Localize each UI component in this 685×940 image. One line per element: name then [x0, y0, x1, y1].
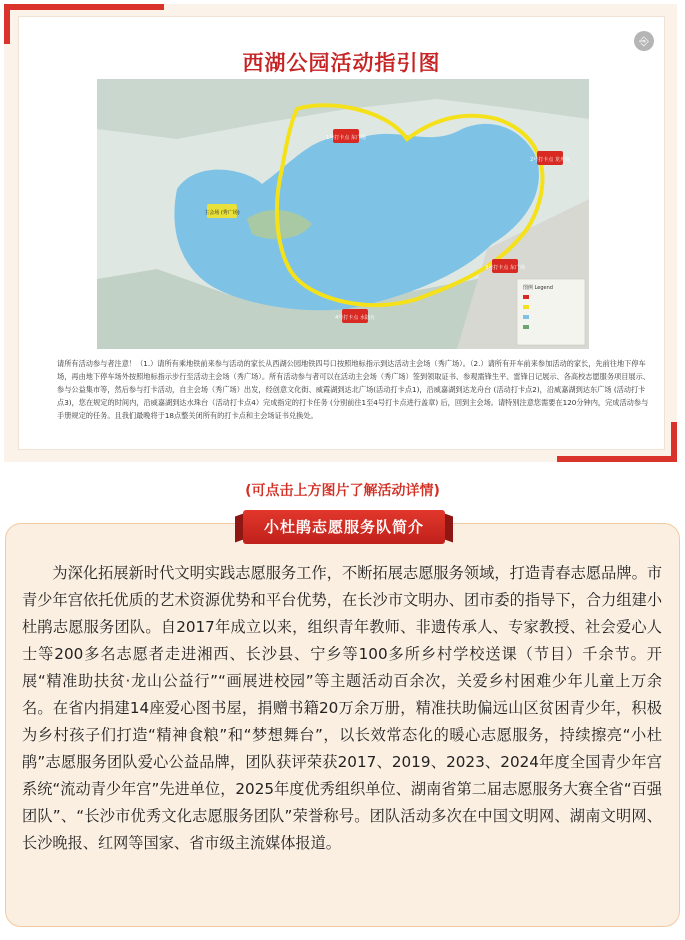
poster-title: 西湖公园活动指引图: [242, 51, 441, 75]
intro-heading-tab: [235, 510, 453, 546]
checkpoint-1-label: 1号打卡点 东广场: [326, 135, 366, 141]
share-icon[interactable]: ⎆: [634, 31, 654, 51]
poster-card[interactable]: [18, 16, 665, 450]
main-venue-label: 主会场 (秀广场): [204, 210, 240, 216]
poster-corner-decoration: [557, 456, 677, 462]
poster-corner-decoration: [4, 4, 164, 10]
intro-heading: 小杜鹃志愿服务队简介: [243, 510, 445, 544]
activity-poster[interactable]: [4, 4, 677, 462]
intro-text: 为深化拓展新时代文明实践志愿服务工作，不断拓展志愿服务领域，打造青春志愿品牌。市青少年宫依托优质的艺术资源优势和平台优势，在长沙市文明办、团市委的指导下，合力组建小杜鹃志愿服务团队。自2017年成立以来，组织青年教师、非遗传承人、专家教授、社会爱心人士等200多名志愿者走进湘西、长沙县、宁乡等100多所乡村学校送课（节目）千余节。开展“精准助扶贫·龙山公益行”“画展进校园”等主题活动百余次，关爱乡村困难少年儿童上万余名。在省内捐建14座爱心图书屋，捐赠书籍20万余万册，精准扶助偏远山区贫困青少年，积极为乡村孩子们打造“精神食粮”和“梦想舞台”，以长效常态化的暖心志愿服务，持续擦亮“小杜鹃”志愿服务团队爱心公益品牌，团队获评荣获2017、2019、2023、2024年度全国青少年宫系统“流动青少年宫”先进单位，2025年度优秀组织单位、湖南省第二届志愿服务大赛全省“百强团队”、“长沙市优秀文化志愿服务团队”荣誉称号。团队活动多次在中国文明网、湖南文明网、长沙晚报、红网等国家、省市级主流媒体报道。: [22, 564, 662, 852]
legend-title: 图例 Legend: [523, 285, 553, 291]
poster-corner-decoration: [4, 4, 10, 44]
checkpoint-4-label: 4号打卡点 水陆台: [335, 315, 375, 321]
poster-note: 请所有活动参与者注意！（1.）请所有乘地铁前来参与活动的家长从西湖公园地铁四号口按照地标指示到达活动主会场（秀广场）。（2.）请所有开车前来参加活动的家长，先前往地下停车场，再由地下停车场外按照地标指示步行至活动主会场（秀广场）。所有活动参与者可以在活动主会场（秀广场）签到领取证书、参观需锋生平、雷锋日记展示、各高校志愿服务项目展示、参与公益集市等，然后参与打卡活动，自主会场（秀广场）出发，经创意文化街、威霞湖到达北广场(活动打卡点1)，沿威嘉湖到达龙舟台 (活动打卡点2)，沿威嘉湖到达东广场 (活动打卡点3)，您在规定的时间内，沿威嘉湖到达水珠台（活动打卡点4）完成指定的打卡任务 (分别前往1至4号打卡点进行盖章) 后，回到主会场。请特别注意您需要在120分钟内，完成活动参与手册规定的任务。且我们最晚将于18点整关闭所有的打卡点和主会场证书兑换处。: [57, 359, 650, 420]
main-venue: [204, 204, 240, 218]
park-map: [97, 79, 589, 349]
map-legend: [517, 279, 585, 345]
checkpoint-2-label: 2号打卡点 龙舟台: [530, 157, 570, 163]
link-tip[interactable]: (可点击上方图片了解活动详情): [245, 483, 440, 499]
checkpoint-3-label: 3号打卡点 东广场: [485, 265, 525, 271]
